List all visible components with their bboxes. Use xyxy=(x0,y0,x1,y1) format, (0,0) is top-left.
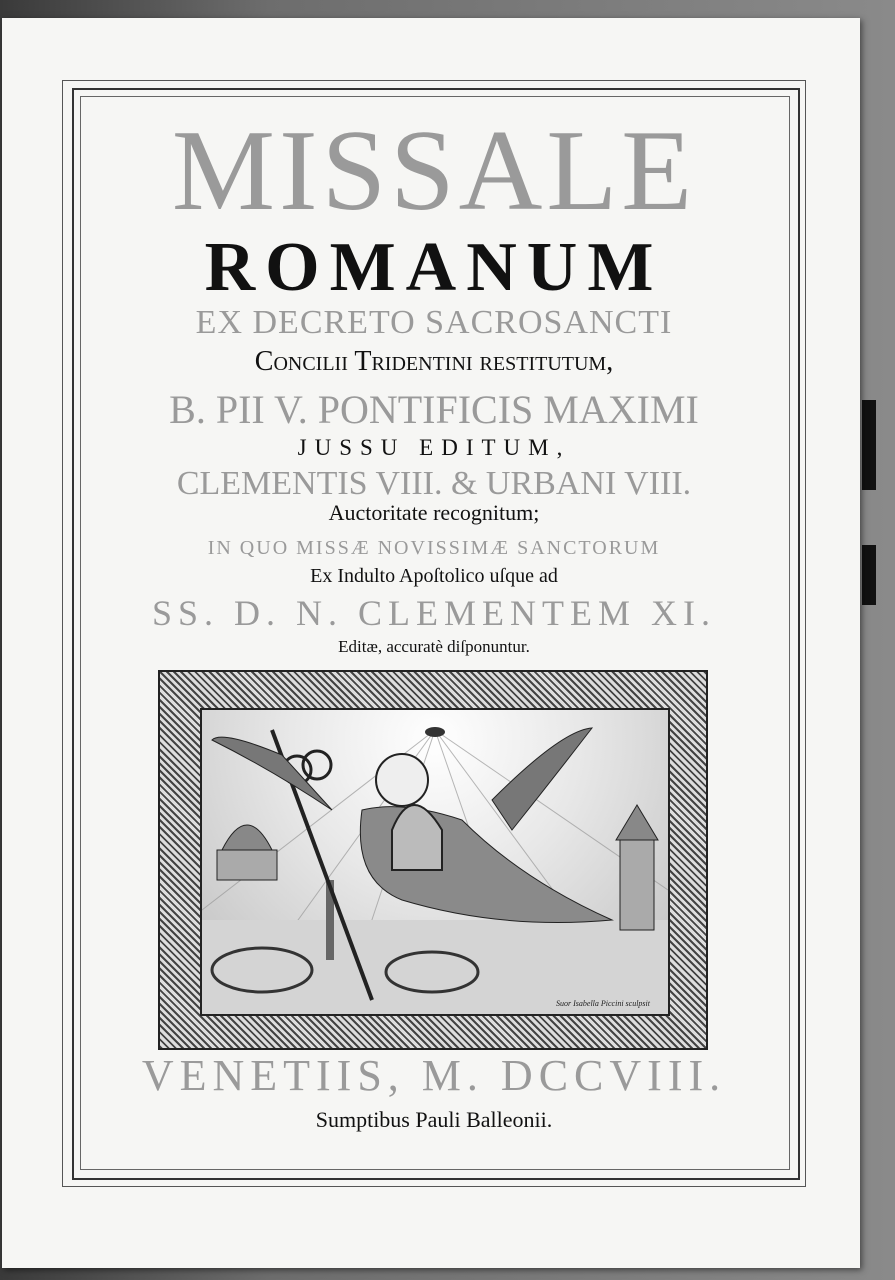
angel-with-tiara-illustration xyxy=(202,710,668,1014)
engraver-signature: Suor Isabella Piccini sculpsit xyxy=(556,999,650,1008)
subtitle-jussu-editum: JUSSU EDITUM, xyxy=(297,435,571,460)
engraving-scene xyxy=(200,708,670,1016)
subtitle-ex-decreto: EX DECRETO SACROSANCTI xyxy=(195,304,673,341)
subtitle-in-quo: IN QUO MISSÆ NOVISSIMÆ SANCTORUM xyxy=(207,537,661,559)
imprint-publisher: Sumptibus Pauli Balleonii. xyxy=(315,1107,553,1132)
frontispiece-engraving xyxy=(158,670,708,1050)
title-page xyxy=(2,18,860,1268)
page-tab-marker xyxy=(862,545,876,605)
subtitle-clementem-xi: SS. D. N. CLEMENTEM XI. xyxy=(151,593,716,633)
subtitle-auctoritate: Auctoritate recognitum; xyxy=(328,500,540,525)
page-tab-marker xyxy=(862,400,876,490)
imprint-place-date: VENETIIS, M. DCCVIII. xyxy=(141,1051,727,1100)
subtitle-pii-v: B. PII V. PONTIFICIS MAXIMI xyxy=(169,387,699,432)
subtitle-concilii: Concilii Tridentini reſtitutum, xyxy=(254,346,614,377)
subtitle-clementis-urbani: CLEMENTIS VIII. & URBANI VIII. xyxy=(176,465,692,502)
title-missale: MISSALE xyxy=(171,107,697,235)
subtitle-editae: Editæ, accuratè diſponuntur. xyxy=(338,637,530,656)
title-romanum: ROMANUM xyxy=(204,229,664,306)
eye-of-providence-icon xyxy=(425,727,445,737)
subtitle-ex-indulto: Ex Indulto Apoſtolico uſque ad xyxy=(310,565,558,587)
